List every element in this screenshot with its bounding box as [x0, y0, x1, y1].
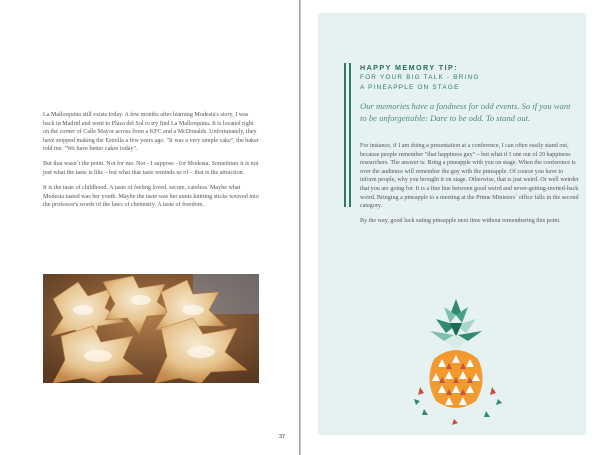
pineapple-body-icon	[429, 350, 482, 408]
paragraph-3: It is the taste of childhood. A taste of feeling loved, secure, careless. Maybe what Modesta tasted was her youth. Maybe the taste was her aunts knitting sticks weaved into the professor's words of the laws of chemistry. A taste of freedom.	[43, 185, 259, 209]
paragraph-2: But that wasn´t the point. Not for me. Nor - I suppose - for Modesta. Sometimes it is not just what the taste is like – but what that taste reminds us of – that is the attraction.	[43, 161, 259, 177]
memory-tip-box	[318, 13, 586, 435]
page-number: 37	[279, 434, 286, 440]
pineapple-leaves-icon	[430, 299, 482, 349]
tip-accent-bar	[349, 63, 351, 207]
tip-paragraph-2: By the way, good luck eating pineapple next time without remembering this point.	[360, 218, 561, 225]
tip-body	[360, 142, 580, 232]
paragraph-1: La Mallorquina still exists today. A few months after learning Modesta's story, I was back in Madrid and went to Plaza del Sol to try find La Mallorquina. It is located right on the corner of Calle Mayor across from a KFC and a McDonalds. Unfortunately, they have stopped making the Estrella a few years ago. "It was a very simple cake", the baker told me. "We have better cakes today".	[43, 112, 259, 153]
tip-accent-bar	[344, 63, 346, 207]
pastry-photo	[43, 274, 259, 383]
pineapple-icon	[406, 297, 506, 427]
tip-subheading: FOR YOUR BIG TALK - BRING A PINEAPPLE ON STAGE	[360, 74, 480, 91]
tip-heading: HAPPY MEMORY TIP:	[360, 63, 458, 72]
tip-lead-text: Our memories have a fondness for odd events. So if you want to be unforgettable: Dare to be odd. To stand out.	[360, 101, 571, 124]
right-page	[301, 0, 600, 455]
tip-paragraph-1: For instance, if I am doing a presentation at a conference, I can often easily stand out, because people remember "that happiness guy" – but what if I one out of 20 happiness researchers. The answer is: Bring a pineapple with you on stage. When the conference is over the audience will remember the guy with the pineapple. Of course you have to inform people, why you brought it on stage. Otherwise, that is just weird. Or well weirder that you are going for. It is a fine line between good weird and never-getting-invited-back weird. Bringing a pineapple to a meeting at the Prime Ministers´ office falls in the second category.	[360, 143, 579, 210]
left-page-text	[43, 111, 259, 216]
